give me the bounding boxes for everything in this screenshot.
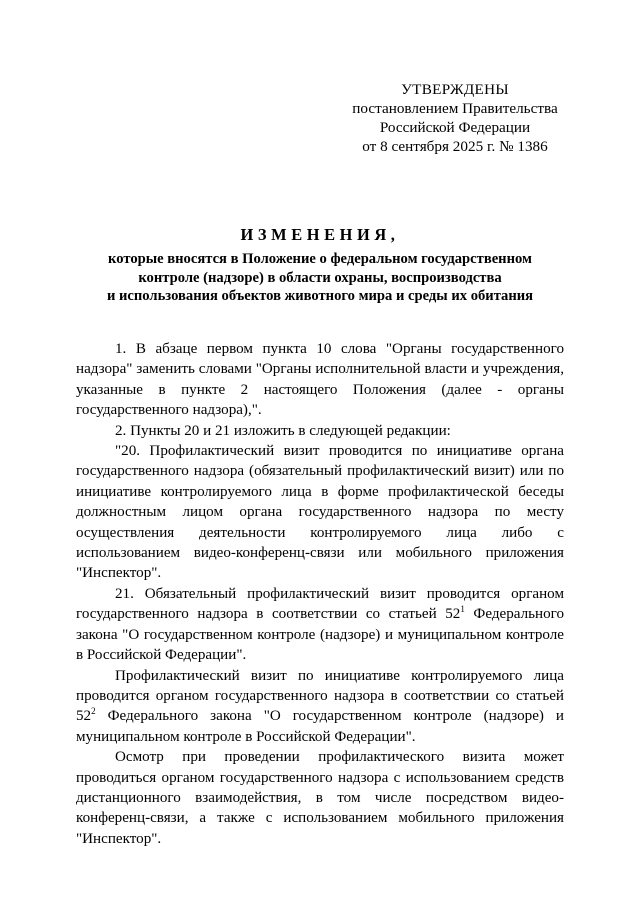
approval-title: УТВЕРЖДЕНЫ [401, 81, 509, 98]
subtitle-line: и использования объектов животного мира и среды их обитания [106, 288, 534, 305]
paragraph-text: Профилактический визит по инициативе контролируемого лица проводится органом государственного надзора в соответствии со статьей 52 [76, 667, 564, 725]
approval-line: Российской Федерации [379, 119, 531, 136]
paragraph-item-1: 1. В абзаце первом пункта 10 слова "Органы государственного надзора" заменить словами "Органы исполнительной власти и учреждения, указанные в пункте 2 настоящего Положения (далее - органы государственного надзора),". [76, 341, 564, 419]
document-subtitle [60, 250, 580, 306]
paragraph-text: Федерального закона "О государственном контроле (надзоре) и муниципальном контроле в Российской Федерации". [76, 606, 564, 664]
subtitle-line: которые вносятся в Положение о федеральном государственном [108, 251, 532, 267]
paragraph-text: 21. Обязательный профилактический визит проводится органом государственного надзора в соответствии со статьей 52 [76, 585, 564, 623]
approval-line: постановлением Правительства [352, 100, 558, 117]
approval-block [328, 80, 582, 156]
paragraph-inspection: Осмотр при проведении профилактического визита может проводиться органом государственного надзора с использованием средств дистанционного взаимодействия, в том числе посредством видео-конференц-связи, а также с использованием мобильного приложения "Инспектор". [76, 749, 564, 847]
footnote-superscript: 2 [91, 706, 96, 717]
document-body [76, 339, 564, 849]
approval-line: от 8 сентября 2025 г. № 1386 [362, 138, 548, 155]
paragraph-text: Федерального закона "О государственном контроле (надзоре) и муниципальном контроле в Российской Федерации". [76, 708, 564, 745]
paragraph-initiative-visit [76, 666, 564, 748]
document-title: ИЗМЕНЕНИЯ, [240, 225, 400, 244]
paragraph-point-20: "20. Профилактический визит проводится по инициативе органа государственного надзора (обязательный профилактический визит) или по инициативе контролируемого лица в форме профилактической беседы должностным лицом органа государственного надзора по месту осуществления деятельности контролируемого лица либо с использованием видео-конференц-связи или мобильного приложения "Инспектор". [76, 443, 564, 582]
footnote-superscript: 1 [460, 604, 465, 615]
paragraph-item-2: 2. Пункты 20 и 21 изложить в следующей редакции: [115, 422, 451, 439]
subtitle-line: контроле (надзоре) в области охраны, воспроизводства [138, 269, 502, 286]
paragraph-point-21 [76, 584, 564, 666]
